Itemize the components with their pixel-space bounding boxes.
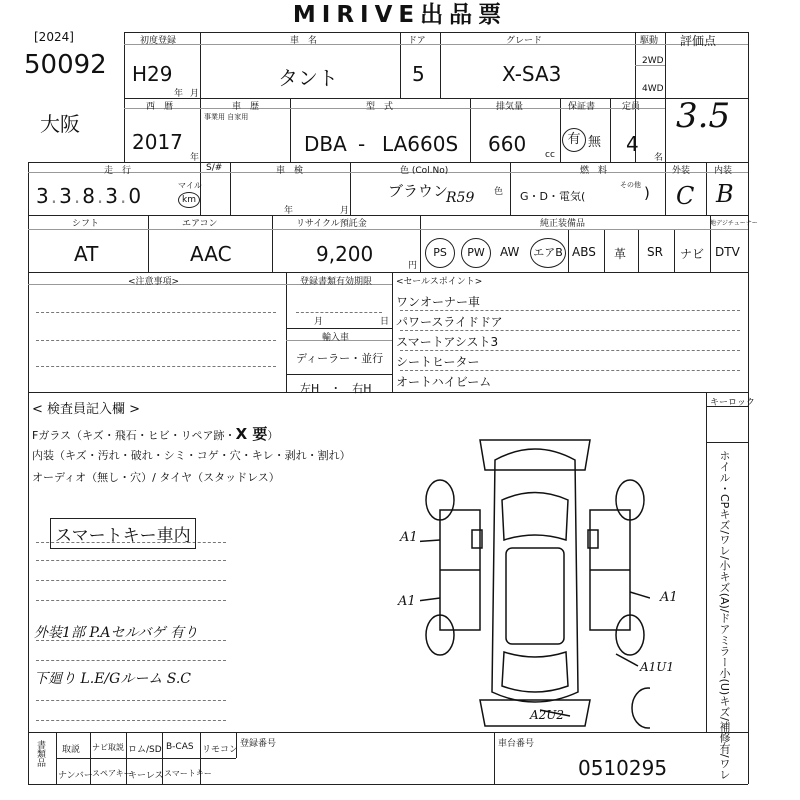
reg-day: 日 [380,317,390,327]
dealer-option: ディーラー・並行 [296,352,384,365]
seireki-label: 西 暦 [146,102,174,112]
equip-abs: ABS [572,245,596,259]
lot-number: 50092 [24,50,107,80]
roof-panel [506,548,564,644]
shaken-month: 月 [340,206,350,216]
capacity-value: 4 [626,132,639,156]
sales-point: ワンオーナー車 [396,295,481,309]
cc-value: 660 [488,132,527,156]
front-view [480,440,590,470]
chassis-label: 車台番号 [498,739,535,749]
drive-4wd: 4WD [642,84,664,94]
warranty-no: 無 [588,135,602,150]
capacity-unit: 名 [654,153,664,163]
caution-label: <注意事項> [128,277,180,287]
first-reg-month-unit: 月 [190,89,200,99]
damage-mark: A1 [400,530,418,545]
score-label: 評価点 [680,34,717,48]
mileage-digit: 3 [59,184,74,208]
first-reg-label: 初度登録 [140,36,177,46]
damage-legend-vertical: ホイル・CPキズ/ワレ/小キズ(A)/ドアミラー小(U)キズ/補修有/ワレ [718,450,731,780]
drive-label: 駆動 [640,36,659,46]
reg-doc-label: 登録書類有効期限 [300,277,373,287]
doc-navi-manual: ナビ取説 [92,743,124,752]
history-note: 事業用 自家用 [204,113,249,121]
seireki-nen: 年 [190,153,200,163]
mileage-mile: マイル [178,181,202,190]
equip-aw: AW [500,245,520,259]
sales-point: オートハイビーム [396,375,492,389]
mileage-value: 3.3.8.3.0 [36,184,144,208]
type-dash: - [358,132,366,156]
import-label: 輸入車 [322,333,350,343]
sales-point: シートヒーター [396,355,480,369]
model-value: タント [278,66,338,90]
seireki-value: 2017 [132,130,183,154]
doc-bcas: B-CAS [166,742,194,752]
mileage-digit: 3 [36,184,51,208]
history-label: 車 歴 [232,102,260,112]
capacity-label: 定員 [622,102,641,112]
equip-dtv: DTV [715,245,740,259]
color-iro: 色 [494,187,504,197]
int-label: 内装 [714,166,733,176]
mileage-km: km [178,192,200,208]
int-value: B [716,180,734,208]
mileage-digit: 8 [82,184,97,208]
glass-mark: X 要 [235,425,268,443]
sheet-title: MIRIVE出品票 [292,2,508,28]
grade-label: グレード [506,36,543,46]
equip-leather: 革 [614,247,627,261]
car-body-outline [492,449,578,702]
type-prefix: DBA [304,132,347,156]
recycle-unit: 円 [408,261,418,271]
handwritten-note-exterior: 外装1部 P.Aセルバゲ 有り [34,625,198,641]
equip-label: 純正装備品 [540,219,586,229]
doc-remote: リモコン [202,745,239,755]
keylock-label: キーロック [710,398,755,408]
ext-label: 外装 [672,166,691,176]
color-value: ブラウン [388,182,449,200]
region: 大阪 [40,112,80,136]
handwritten-note-underbody: 下廻り L.E/Gルーム S.C [34,671,192,687]
car-damage-diagram [420,430,650,730]
ext-value: C [676,182,695,210]
recycle-value: 9,200 [316,242,374,266]
doc-smart-key: スマートキー [164,769,212,778]
sales-point: スマートアシスト3 [396,335,499,349]
equip-sr: SR [647,245,663,259]
reg-number-label: 登録番号 [240,739,277,749]
year-tag: [2024] [34,30,74,44]
grade-value: X-SA3 [502,62,562,86]
recycle-label: リサイクル預託金 [296,219,367,229]
door-value: 5 [412,62,425,86]
handle-option: 左H ・ 右H [300,382,372,395]
mileage-digit: 0 [128,184,144,208]
ac-value: AAC [190,242,232,266]
doc-number-plate: ナンバー [58,771,93,781]
equip-navi: ナビ [680,247,705,261]
damage-mark: A1U1 [640,660,675,674]
equip-ps: PS [425,238,455,268]
rear-window [502,652,568,692]
color-no: R59 [446,190,475,206]
documents-side-label: 書類品 [35,740,45,767]
cc-unit: cc [545,150,555,160]
reg-month: 月 [314,317,324,327]
door-label: ドア [408,36,426,46]
inspector-title: < 検査員記入欄 > [32,402,141,417]
first-reg-value: H29 [132,62,173,86]
damage-mark: A2U2 [530,708,565,722]
doc-rom-sd: ロム/SD [128,745,162,755]
warranty-label: 保証書 [568,102,596,112]
doc-keyless: キーレス [128,771,164,781]
tuner-label: 地デジチューナー [710,220,758,227]
score-value: 3.5 [676,96,731,136]
shift-label: シフト [72,219,100,229]
sales-point: パワースライドドア [396,315,503,329]
glass-text: Fガラス（キズ・飛石・ヒビ・リペア跡・ [32,429,236,442]
inspector-line-glass [32,423,278,444]
spare-wheel [632,688,650,728]
shaken-year: 年 [284,206,294,216]
damage-mark: A1 [398,594,416,609]
sales-label: <セールスポイント> [396,277,483,287]
type-value: LA660S [382,132,459,156]
inspector-line-interior: 内装（キズ・汚れ・破れ・シミ・コゲ・穴・キレ・剥れ・割れ） [32,449,351,462]
equip-pw: PW [461,238,491,268]
chassis-number: 0510295 [578,756,668,780]
fuel-other: その他 [620,181,641,189]
sharyo-label: S/# [206,163,223,173]
fuel-value: G・D・電気( [520,190,586,203]
drive-2wd: 2WD [642,56,664,66]
model-label: 車 名 [290,36,318,46]
smart-key-stamp: スマートキー車内 [50,518,196,549]
fuel-label: 燃 料 [580,166,608,176]
glass-close: ） [267,429,279,442]
doc-manual: 取説 [62,745,81,755]
type-label: 型 式 [366,102,394,112]
inspector-line-audio: オーディオ（無し・穴）/ タイヤ（スタッドレス） [32,471,280,484]
ac-label: エアコン [182,219,218,229]
first-reg-year-unit: 年 [174,89,184,99]
mileage-digit: 3 [105,184,121,208]
cc-label: 排気量 [496,102,524,112]
color-label: 色 (Col.No) [400,166,449,176]
equip-airbag: エアB [530,238,566,268]
fuel-close: ) [644,184,650,202]
windshield [502,493,568,541]
doc-spare-key: スペアキー [92,769,132,778]
shaken-label: 車 検 [276,166,304,176]
shift-value: AT [74,242,99,266]
mileage-label: 走 行 [104,166,132,176]
damage-mark: A1 [660,590,678,605]
warranty-yes: 有 [562,128,586,152]
